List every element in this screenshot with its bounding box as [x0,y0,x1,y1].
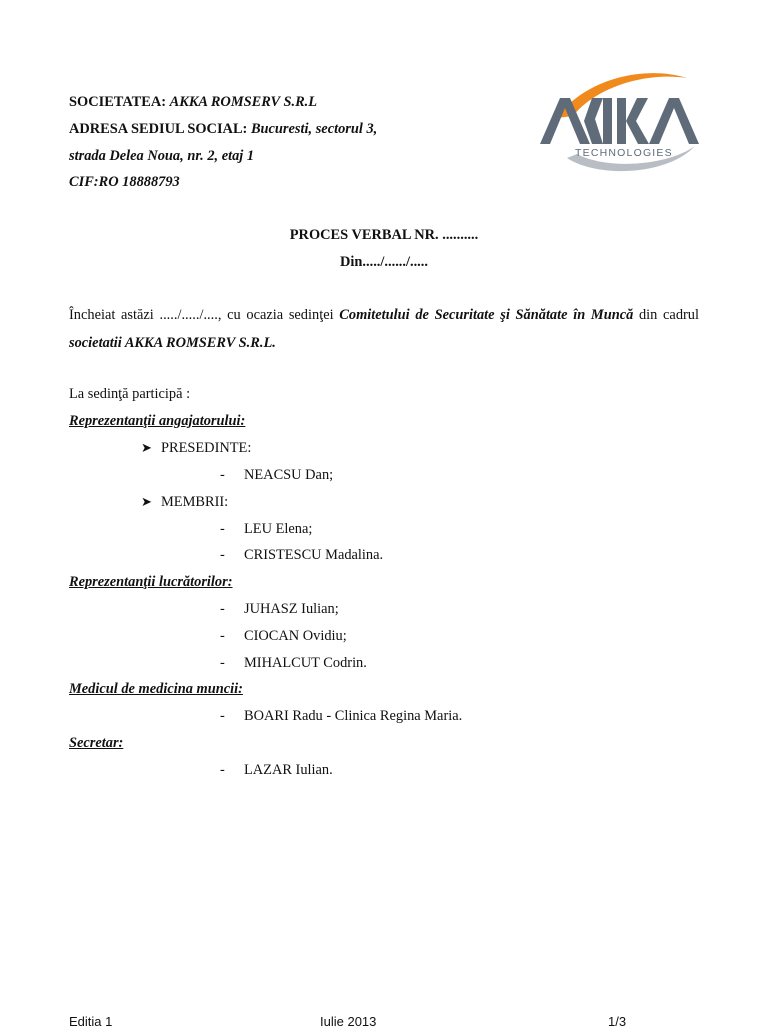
address-line: ADRESA SEDIUL SOCIAL: Bucuresti, sectorul 3, [69,121,378,137]
dash-bullet: - [220,655,225,671]
akka-technologies-logo [537,66,707,174]
footer-edition: Editia 1 [69,1014,113,1029]
arrow-bullet-icon: ➤ [141,494,152,509]
doctor-heading: Medicul de medicina muncii: [69,681,243,697]
document-date: Din...../....../..... [340,254,428,270]
company-name: AKKA ROMSERV S.R.L [169,94,318,110]
logo-letter-k2-stem [617,98,626,144]
participants-intro: La sedinţă participă : [69,386,191,402]
president-label-row: ➤ PRESEDINTE: [141,440,252,456]
footer-page-number: 1/3 [608,1014,627,1029]
list-item: - NEACSU Dan; [220,467,334,483]
list-item: - MIHALCUT Codrin. [220,655,367,671]
dash-bullet: - [220,467,225,483]
address-line-2: strada Delea Noua, nr. 2, etaj 1 [69,148,255,164]
workers-heading: Reprezentanţii lucrătorilor: [69,574,233,590]
logo-subtitle: TECHNOLOGIES [575,147,673,159]
dash-bullet: - [220,708,225,724]
list-item: - LEU Elena; [220,521,313,537]
cif-line: CIF:RO 18888793 [69,174,180,190]
dash-bullet: - [220,762,225,778]
arrow-bullet-icon: ➤ [141,440,152,455]
list-item: - CRISTESCU Madalina. [220,547,384,563]
logo-letter-a2 [649,98,699,144]
list-item: - BOARI Radu - Clinica Regina Maria. [220,708,463,724]
intro-paragraph: Încheiat astăzi ...../...../...., cu ocazia sedinţei Comitetului de Securitate şi Sănătate în Muncă din cadrul societatii AKKA ROMSERV S.R.L. [69,307,699,351]
employer-heading: Reprezentanţii angajatorului: [69,413,246,429]
dash-bullet: - [220,601,225,617]
dash-bullet: - [220,521,225,537]
dash-bullet: - [220,547,225,563]
logo-letter-k2 [626,98,649,144]
company-line: SOCIETATEA: AKKA ROMSERV S.R.L [69,94,318,110]
logo-letter-k1-stem [603,98,612,144]
members-label-row: ➤ MEMBRII: [141,494,229,510]
document-title: PROCES VERBAL NR. .......... [289,227,479,243]
list-item: - LAZAR Iulian. [220,762,333,778]
list-item: - CIOCAN Ovidiu; [220,628,347,644]
dash-bullet: - [220,628,225,644]
committee-name: Comitetului de Securitate şi Sănătate în Muncă [339,307,634,323]
intro-company: societatii AKKA ROMSERV S.R.L. [69,335,276,351]
address-value: Bucuresti, sectorul 3, [250,121,378,137]
list-item: - JUHASZ Iulian; [220,601,339,617]
secretary-heading: Secretar: [69,735,124,751]
footer-date: Iulie 2013 [320,1014,377,1029]
